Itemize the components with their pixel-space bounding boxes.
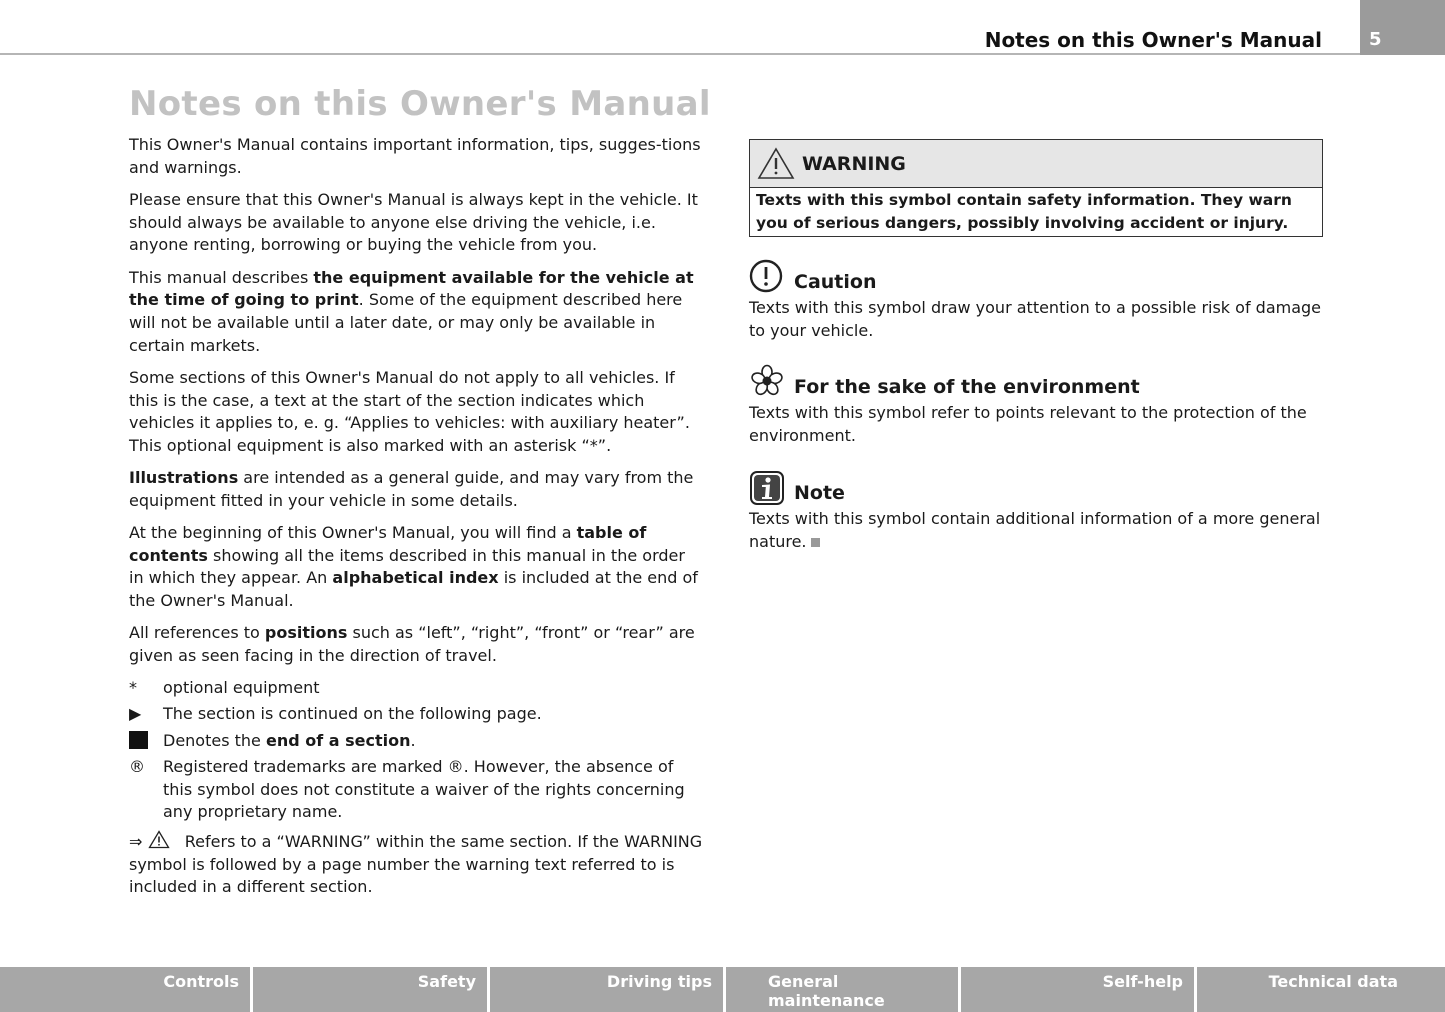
end-section-square-icon bbox=[811, 538, 820, 547]
footer-navigation bbox=[0, 967, 1445, 1012]
paragraph-warning-reference: ⇒ Refers to a “WARNING” within the same section. If the WARNING symbol is followed by a page number the warning text referred to is included in a different section. bbox=[129, 831, 703, 897]
environment-title: For the sake of the environment bbox=[794, 376, 1140, 399]
paragraph-sections: Some sections of this Owner's Manual do not apply to all vehicles. If this is the case, a text at the start of the section indicates which vehicles it applies to, e. g. “Applies to vehicles: with auxiliary heater”. This optional equipment is also marked with an asterisk “*”. bbox=[129, 367, 690, 455]
paragraph-keep-in-vehicle: Please ensure that this Owner's Manual is always kept in the vehicle. It should always be available to anyone else driving the vehicle, i.e. anyone renting, borrowing or buying the vehicle from you. bbox=[129, 189, 698, 255]
caution-icon bbox=[749, 259, 785, 295]
continue-arrow-icon: ▶ bbox=[129, 704, 142, 724]
paragraph-positions: All references to positions such as “left”, “right”, “front” or “rear” are given as seen facing in the direction of travel. bbox=[129, 623, 695, 666]
reference-arrow-icon: ⇒ bbox=[129, 831, 143, 851]
note-paragraph bbox=[749, 508, 1323, 553]
legend-end-section: Denotes the end of a section. bbox=[129, 730, 704, 753]
footer-tab-general-maintenance[interactable]: General maintenance bbox=[726, 967, 958, 1012]
caution-text: Texts with this symbol draw your attention to a possible risk of damage to your vehicle. bbox=[749, 298, 1322, 340]
footer-tab-technical-data[interactable]: Technical data bbox=[1197, 967, 1445, 1012]
footer-tab-controls[interactable]: Controls bbox=[0, 967, 250, 1012]
legend-asterisk: * optional equipment bbox=[129, 677, 704, 700]
caution-notice bbox=[749, 259, 1323, 342]
footer-tab-self-help[interactable]: Self-help bbox=[961, 967, 1194, 1012]
right-column bbox=[749, 139, 1323, 553]
asterisk-icon: * bbox=[129, 678, 137, 698]
page-title: Notes on this Owner's Manual bbox=[129, 84, 711, 124]
warning-box bbox=[749, 139, 1323, 237]
flower-environment-icon bbox=[749, 364, 785, 400]
registered-icon: ® bbox=[129, 756, 145, 776]
paragraph-intro: This Owner's Manual contains important information, tips, sugges-tions and warnings. bbox=[129, 135, 701, 177]
running-header-title: Notes on this Owner's Manual bbox=[984, 28, 1322, 52]
environment-text: Texts with this symbol refer to points relevant to the protection of the environment. bbox=[749, 403, 1307, 446]
footer-tab-safety[interactable]: Safety bbox=[253, 967, 487, 1012]
page-number: 5 bbox=[1369, 29, 1382, 50]
warning-triangle-icon bbox=[148, 830, 170, 849]
page-number-tab bbox=[1360, 0, 1445, 55]
legend-registered: ® Registered trademarks are marked ®. However, the absence of this symbol does not constitute a waiver of the rights concerning any proprietary name. bbox=[129, 756, 685, 822]
paragraph-contents: At the beginning of this Owner's Manual, you will find a table of contents showing all the items described in this manual in the order in which they appear. An alphabetical index is included at the end of the Owner's Manual. bbox=[129, 523, 698, 611]
warning-header bbox=[750, 140, 1322, 188]
note-title: Note bbox=[794, 481, 845, 504]
note-notice bbox=[749, 470, 1323, 553]
warning-text: Texts with this symbol contain safety information. They warn you of serious dangers, possibly involving accident or injury. bbox=[756, 191, 1292, 232]
warning-title: WARNING bbox=[802, 153, 906, 175]
legend-continued: ▶ The section is continued on the following page. bbox=[129, 703, 704, 726]
symbol-legend bbox=[129, 677, 704, 824]
footer-tab-driving-tips[interactable]: Driving tips bbox=[490, 967, 723, 1012]
paragraph-equipment: This manual describes the equipment available for the vehicle at the time of going to print. Some of the equipment described here will not be available until a later date, or may only be available in certain markets. bbox=[129, 267, 694, 355]
left-column bbox=[129, 134, 704, 909]
paragraph-illustrations: Illustrations are intended as a general guide, and may vary from the equipment fitted in your vehicle in some details. bbox=[129, 468, 694, 510]
header-rule bbox=[0, 53, 1360, 55]
info-note-icon bbox=[749, 470, 785, 506]
warning-triangle-icon bbox=[757, 147, 795, 180]
note-text: Texts with this symbol contain additional information of a more general nature. bbox=[749, 508, 1321, 551]
environment-notice bbox=[749, 364, 1323, 447]
end-section-square-icon bbox=[129, 731, 148, 749]
caution-title: Caution bbox=[794, 271, 877, 293]
